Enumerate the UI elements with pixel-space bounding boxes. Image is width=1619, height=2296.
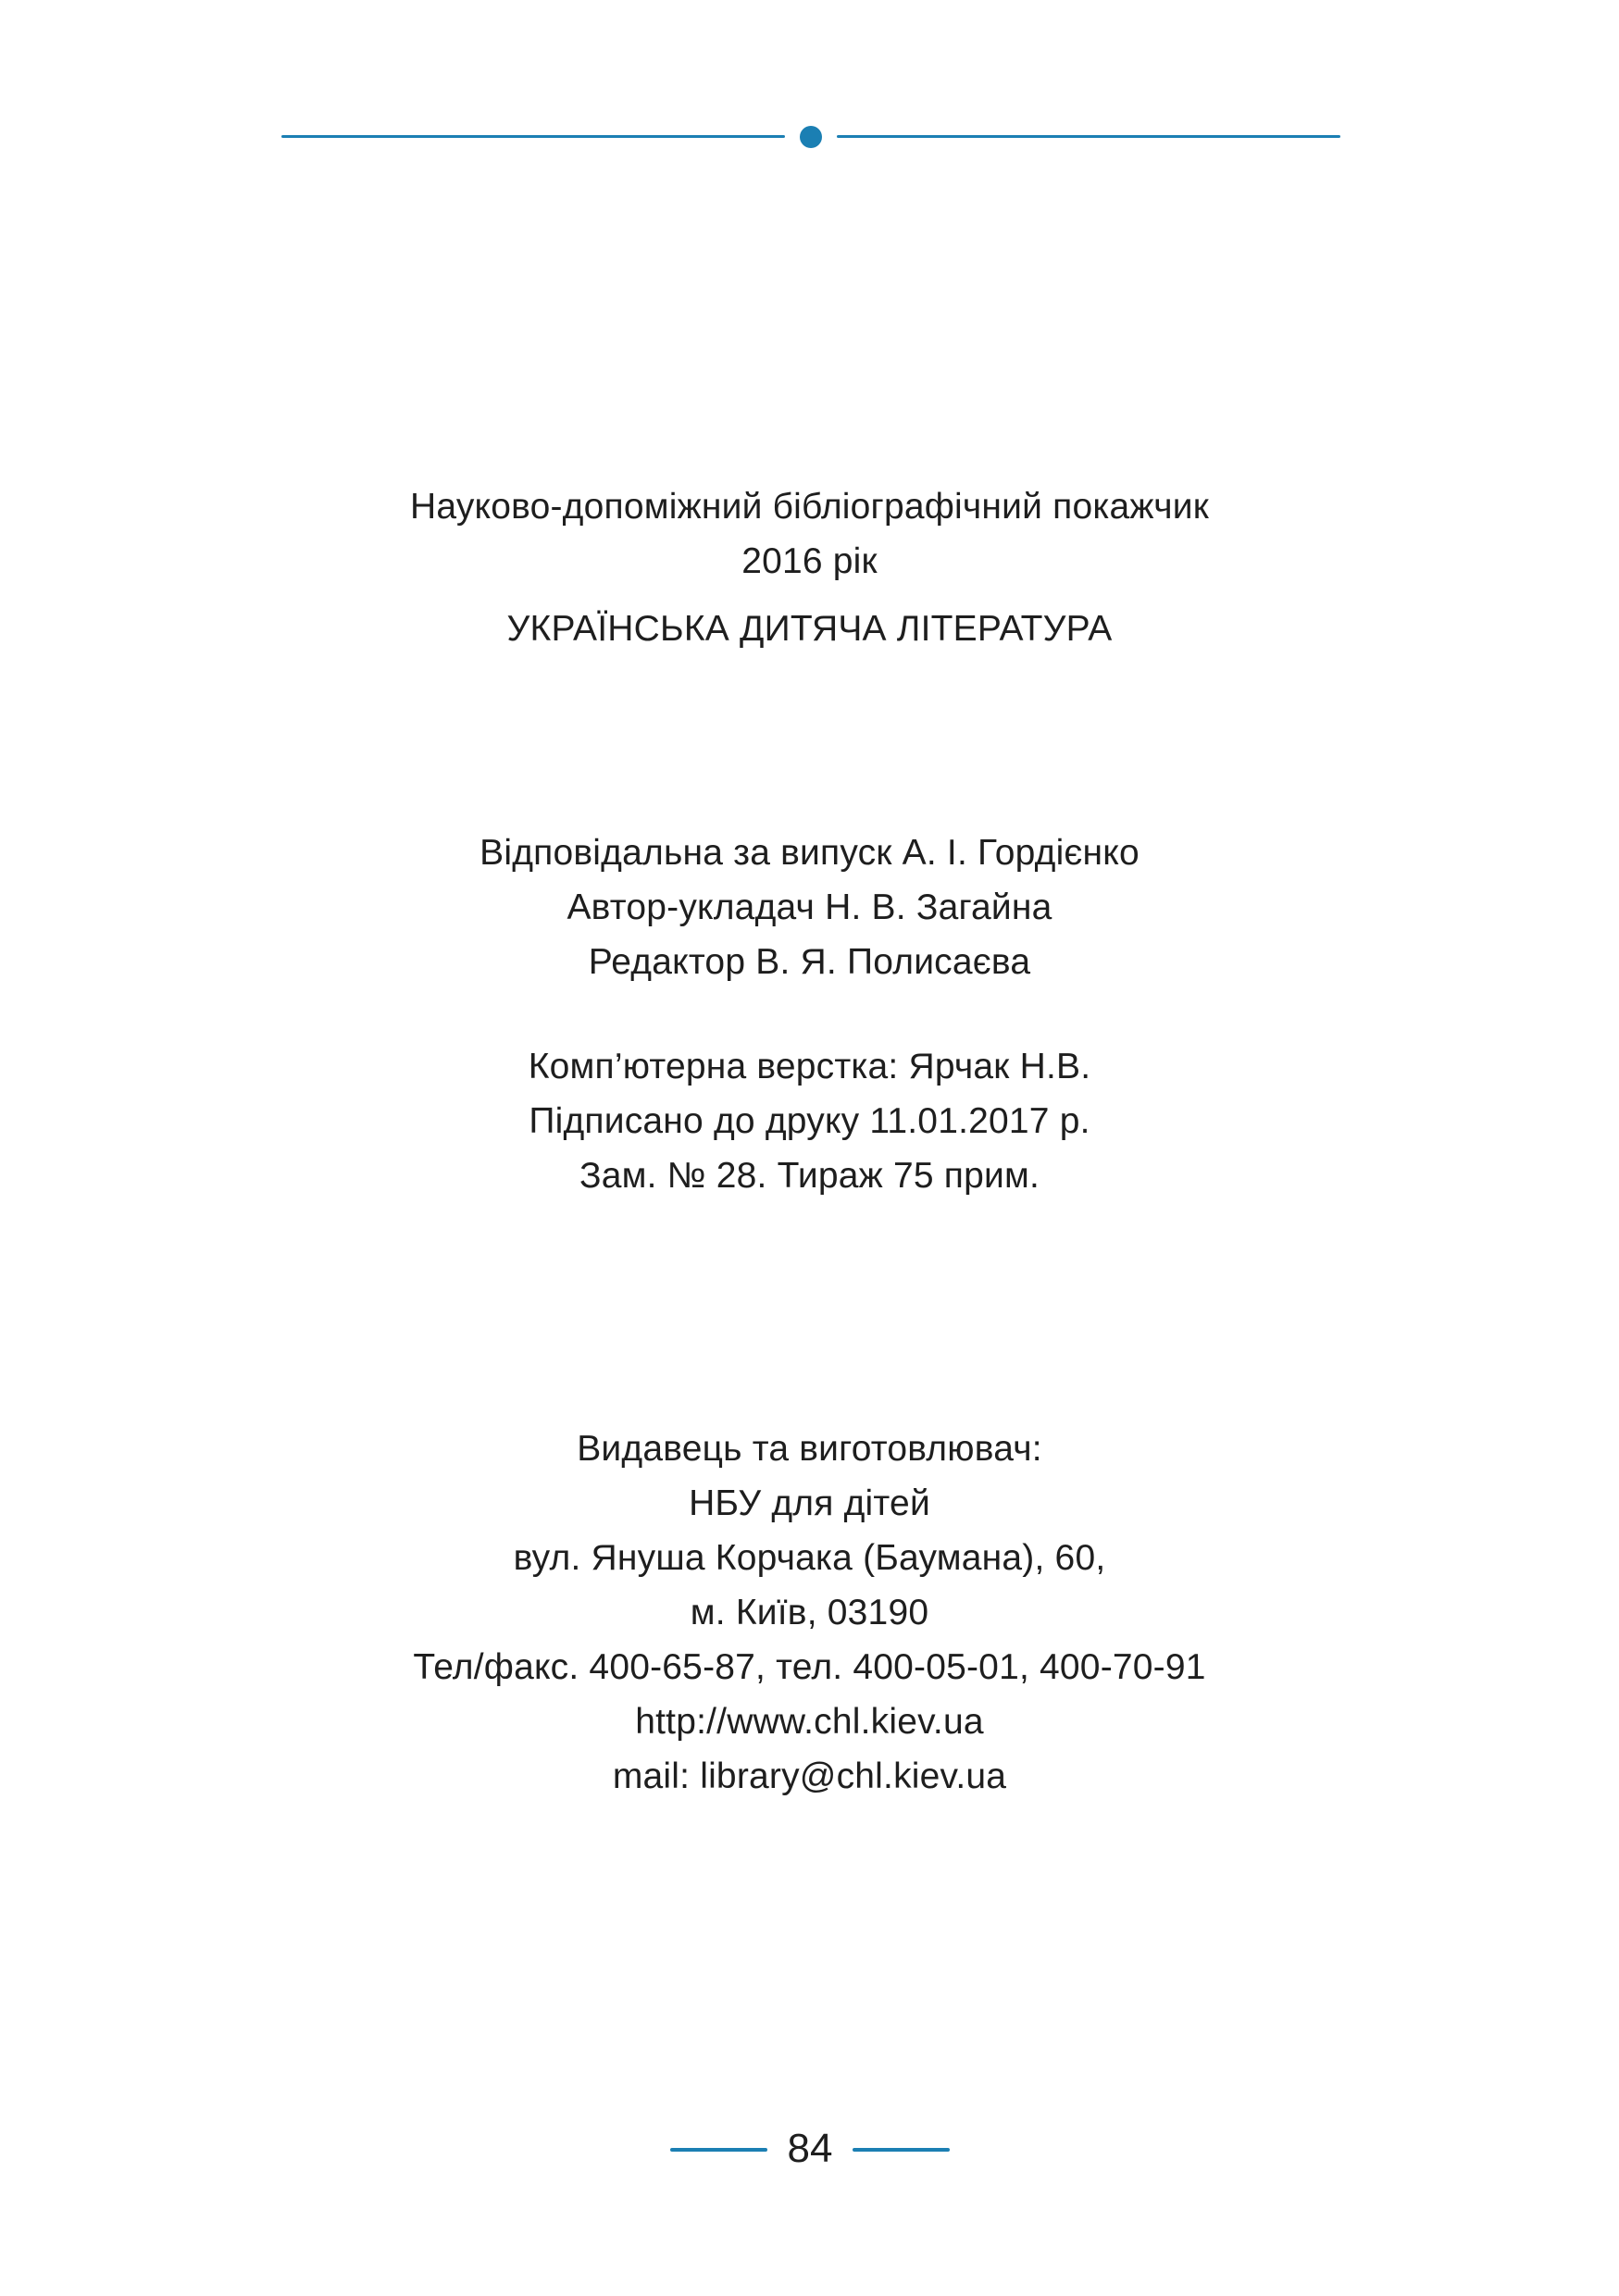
signed-line: Підписано до друку 11.01.2017 р. xyxy=(529,1101,1090,1141)
page-number: 84 xyxy=(787,2126,833,2171)
ornament-dot xyxy=(800,126,822,148)
credits-block xyxy=(0,825,1619,989)
publisher-block xyxy=(0,1421,1619,1804)
publisher-phone: Тел/факс. 400-65-87, тел. 400-05-01, 400-70-91 xyxy=(413,1647,1206,1687)
order-line: Зам. № 28. Тираж 75 прим. xyxy=(579,1156,1040,1196)
top-ornament xyxy=(281,130,1340,143)
page-number-line-left xyxy=(670,2148,767,2152)
publisher-city: м. Київ, 03190 xyxy=(690,1593,929,1632)
title-block xyxy=(0,479,1619,656)
book-title: УКРАЇНСЬКА ДИТЯЧА ЛІТЕРАТУРА xyxy=(506,609,1113,649)
layout-line: Комп’ютерна верстка: Ярчак Н.В. xyxy=(528,1047,1091,1086)
editor-line: Редактор В. Я. Полисаєва xyxy=(588,942,1031,982)
index-type-line: Науково-допоміжний бібліографічний покажчик xyxy=(410,487,1209,527)
publisher-mail: mail: library@chl.kiev.ua xyxy=(612,1756,1007,1796)
responsible-line: Відповідальна за випуск А. І. Гордієнко xyxy=(479,833,1140,873)
compiler-line: Автор-укладач Н. В. Загайна xyxy=(567,887,1052,927)
publisher-website: http://www.chl.kiev.ua xyxy=(635,1702,984,1742)
print-info-block xyxy=(0,1039,1619,1203)
publisher-street: вул. Януша Корчака (Баумана), 60, xyxy=(513,1538,1106,1578)
ornament-line-left xyxy=(281,135,785,138)
ornament-line-right xyxy=(837,135,1340,138)
page-number-footer xyxy=(670,2121,950,2177)
publisher-name: НБУ для дітей xyxy=(689,1483,930,1523)
page-number-line-right xyxy=(853,2148,950,2152)
publisher-label: Видавець та виготовлювач: xyxy=(577,1429,1042,1469)
year-line: 2016 рік xyxy=(741,541,878,581)
